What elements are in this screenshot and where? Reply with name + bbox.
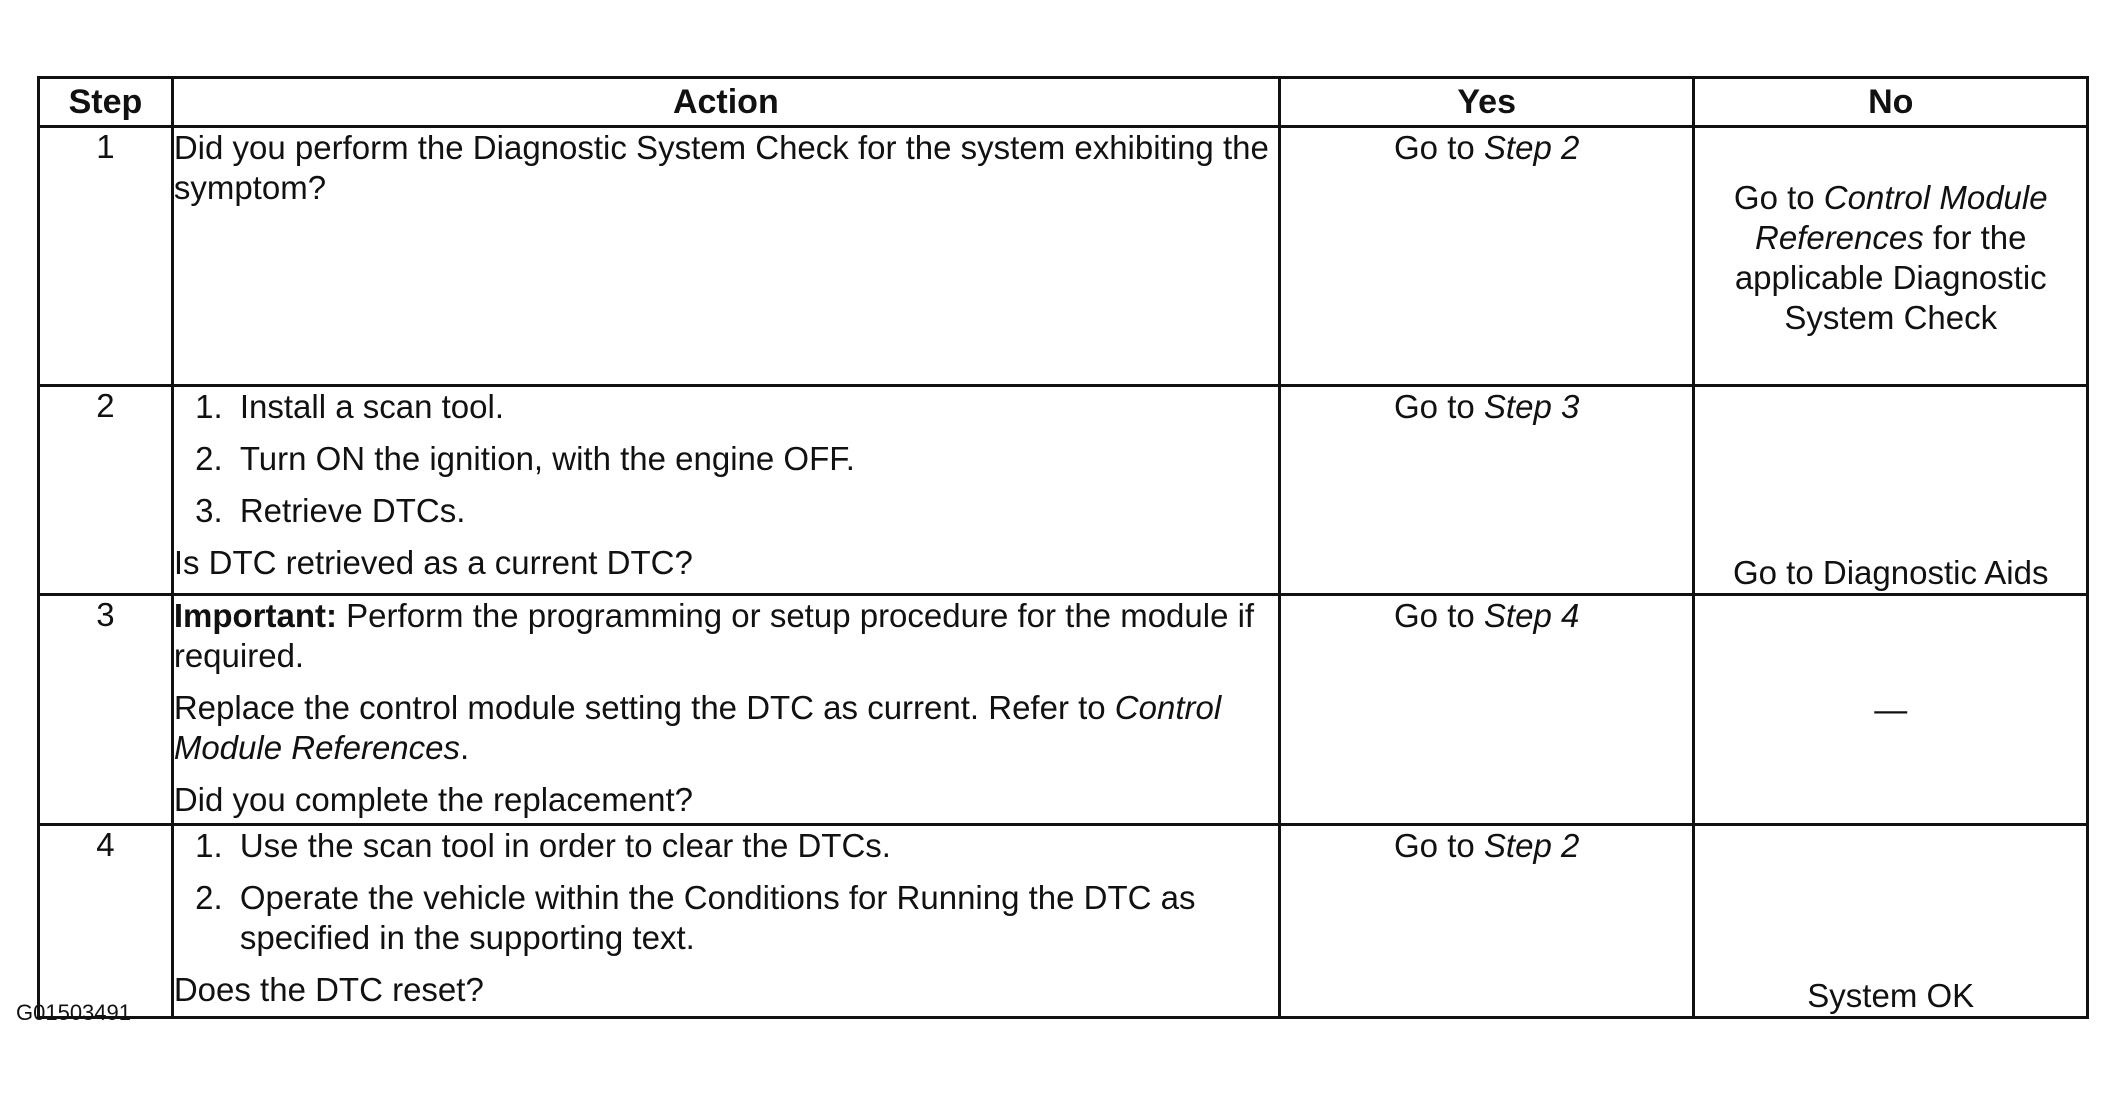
action-steps-list — [174, 826, 1278, 958]
yes-step-link[interactable]: Step 3 — [1483, 388, 1580, 425]
yes-prefix: Go to — [1394, 827, 1484, 864]
yes-step-link[interactable]: Step 4 — [1483, 597, 1580, 634]
no-reference-link[interactable]: Control Module References — [1754, 179, 2048, 256]
header-no: No — [1694, 78, 2088, 127]
no-dash: — — [1874, 690, 1908, 728]
list-item: 1. Use the scan tool in order to clear the DTCs. — [232, 826, 1278, 866]
list-item: 1. Install a scan tool. — [232, 387, 1278, 427]
yes-step-link[interactable]: Step 2 — [1483, 129, 1580, 166]
diagnostic-table — [37, 76, 2089, 1019]
step-number: 3 — [39, 595, 173, 825]
replace-text: Replace the control module setting the DTC as current. Refer to — [173, 689, 1115, 726]
no-cell — [1694, 386, 2088, 595]
table-row — [39, 127, 2088, 386]
list-item: 3. Retrieve DTCs. — [232, 491, 1278, 531]
important-text: Perform the programming or setup procedure for the module if required. — [173, 597, 1255, 674]
action-text: Did you perform the Diagnostic System Check for the system exhibiting the symptom? — [173, 129, 1269, 206]
replace-reference-link[interactable]: Control Module References — [173, 689, 1222, 766]
table-row — [39, 386, 2088, 595]
yes-cell — [1279, 595, 1694, 825]
action-cell — [172, 825, 1279, 1018]
important-note — [174, 596, 1278, 676]
action-cell — [172, 386, 1279, 595]
action-steps-list — [174, 387, 1278, 531]
yes-prefix: Go to — [1394, 388, 1484, 425]
yes-prefix: Go to — [1394, 597, 1484, 634]
action-cell — [172, 127, 1279, 386]
no-suffix: for the applicable Diagnostic System Check — [1734, 219, 2047, 336]
yes-cell — [1279, 386, 1694, 595]
important-label: Important: — [173, 597, 337, 634]
table-row — [39, 595, 2088, 825]
no-prefix: Go to — [1733, 179, 1824, 216]
yes-step-link[interactable]: Step 2 — [1483, 827, 1580, 864]
replace-instruction — [174, 688, 1278, 768]
figure-id: G01503491 — [16, 1000, 131, 1025]
step-number: 4 — [39, 825, 173, 1018]
header-action: Action — [172, 78, 1279, 127]
no-cell — [1694, 127, 2088, 386]
list-item: 2. Operate the vehicle within the Conditions for Running the DTC as specified in the supporting text. — [232, 878, 1278, 958]
list-item: 2. Turn ON the ignition, with the engine OFF. — [232, 439, 1278, 479]
header-yes: Yes — [1279, 78, 1694, 127]
no-cell — [1694, 825, 2088, 1018]
no-cell — [1694, 595, 2088, 825]
replace-end: . — [460, 729, 470, 766]
action-question: Did you complete the replacement? — [173, 781, 693, 818]
no-text[interactable]: Go to Diagnostic Aids — [1732, 554, 2049, 591]
yes-cell — [1279, 127, 1694, 386]
header-step: Step — [39, 78, 173, 127]
no-text: System OK — [1807, 977, 1975, 1014]
step-number: 2 — [39, 386, 173, 595]
yes-cell — [1279, 825, 1694, 1018]
table-row — [39, 825, 2088, 1018]
action-cell — [172, 595, 1279, 825]
header-row — [39, 78, 2088, 127]
action-question: Does the DTC reset? — [173, 971, 484, 1008]
step-number: 1 — [39, 127, 173, 386]
action-question: Is DTC retrieved as a current DTC? — [173, 544, 693, 581]
yes-prefix: Go to — [1394, 129, 1484, 166]
